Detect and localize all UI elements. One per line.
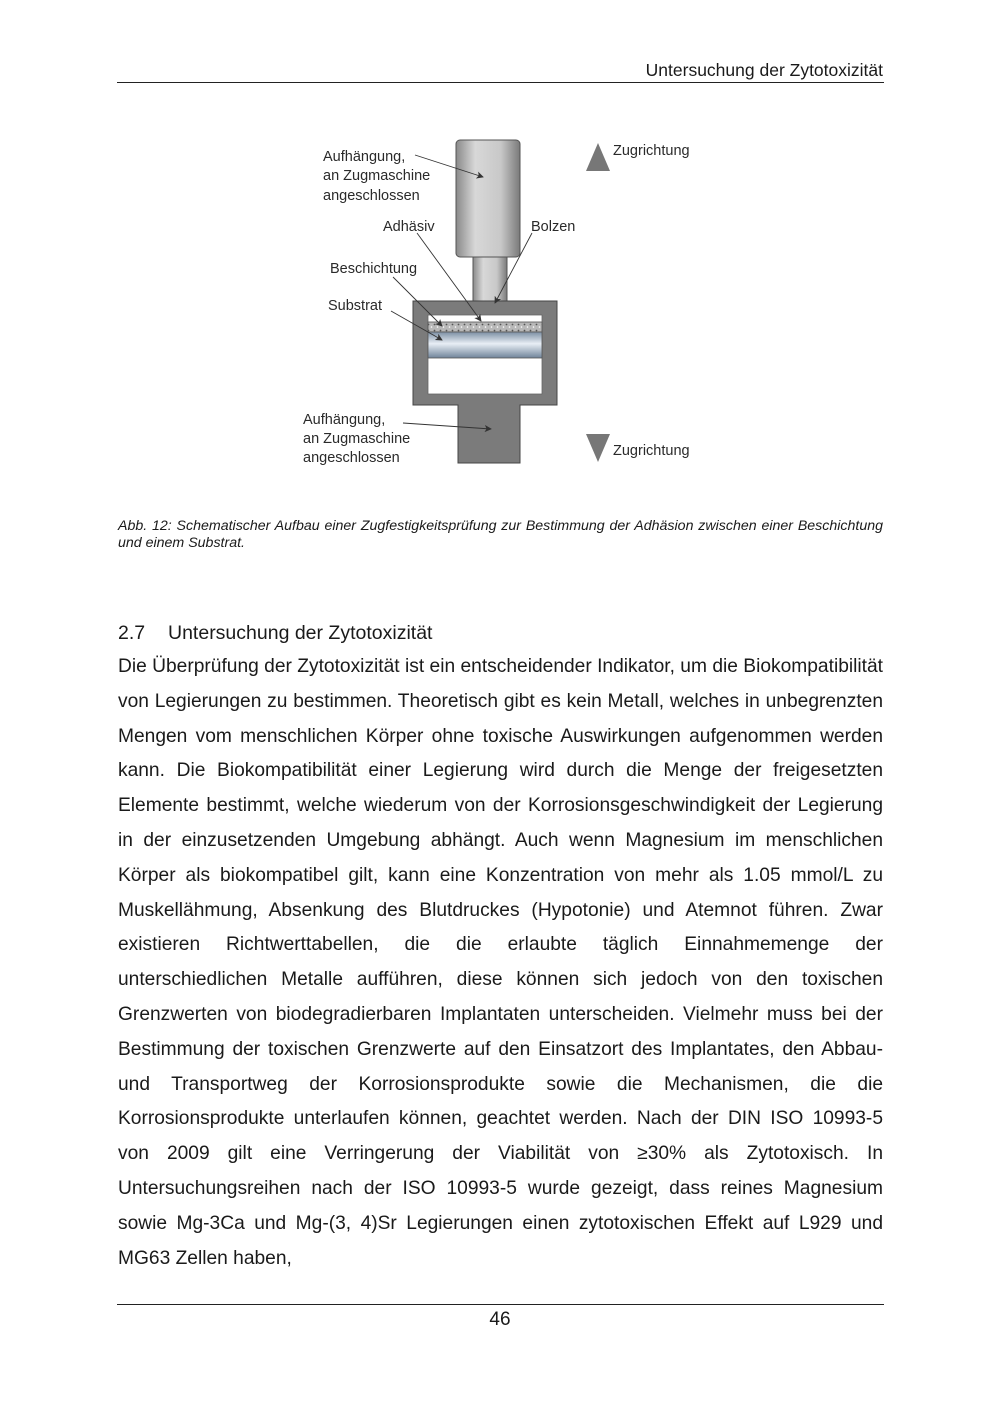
label-pull-direction-top: Zugrichtung (613, 143, 690, 159)
label-bolt: Bolzen (531, 219, 576, 235)
pull-direction-arrow (586, 143, 610, 462)
page-number: 46 (489, 1309, 511, 1330)
bolt-holder (456, 140, 520, 257)
label-pull-direction-bottom: Zugrichtung (613, 443, 690, 459)
label-suspension-bottom-3: angeschlossen (303, 450, 400, 466)
section-number: 2.7 (118, 622, 146, 644)
section-heading (118, 622, 432, 645)
figure-tensile-test (295, 125, 715, 475)
header-rule (117, 82, 884, 83)
running-head: Untersuchung der Zytotoxizität (645, 60, 883, 80)
label-suspension-top-3: angeschlossen (323, 188, 420, 204)
tensile-test-diagram (295, 125, 715, 475)
body-paragraph: Die Überprüfung der Zytotoxizität ist ein entscheidender Indikator, um die Biokompatibilität von Legierungen zu bestimmen. Theoretisch gibt es kein Metall, welches in unbegrenzten Mengen vom menschlichen Körper ohne toxische Auswirkungen aufgenommen werden kann. Die Biokompatibilität einer Legierung wird durch die Menge der freigesetzten Elemente bestimmt, welche wiederum von der Korrosionsgeschwindigkeit der Legierung in der einzusetzenden Umgebung abhängt. Auch wenn Magnesium im menschlichen Körper als biokompatibel gilt, kann eine Konzentration von mehr als 1.05 mmol/L zu Muskellähmung, Absenkung des Blutdruckes (Hypotonie) und Atemnot führen. Zwar existieren Richtwerttabellen, die die erlaubte täglich Einnahmemenge der unterschiedlichen Metalle aufführen, diese können sich jedoch von den toxischen Grenzwerten von biodegradierbaren Implantaten unterscheiden. Vielmehr muss bei der Bestimmung der toxischen Grenzwerte auf den Einsatzort des Implantates, den Abbau- und Transportweg der Korrosionsprodukte sowie die Mechanismen, die die Korrosionsprodukte unterlaufen können, geachtet werden. Nach der DIN ISO 10993-5 von 2009 gilt eine Verringerung der Viabilität von ≥30% als Zytotoxisch. In Untersuchungsreihen nach der ISO 10993-5 wurde gezeigt, dass reines Magnesium sowie Mg-3Ca und Mg-(3, 4)Sr Legierungen einen zytotoxischen Effekt auf L929 und MG63 Zellen haben, (118, 656, 883, 1269)
substrate-layer (428, 332, 542, 358)
label-coating: Beschichtung (330, 261, 418, 277)
label-suspension-top-2: an Zugmaschine (323, 168, 431, 184)
figure-caption: Abb. 12: Schematischer Aufbau einer Zugfestigkeitsprüfung zur Bestimmung der Adhäsion zwischen einer Beschichtung und einem Substrat. (118, 518, 883, 551)
coating-layer (428, 322, 542, 332)
section-title: Untersuchung der Zytotoxizität (168, 622, 433, 644)
label-adhesive: Adhäsiv (383, 219, 435, 235)
footer-rule (117, 1304, 884, 1305)
label-suspension-bottom-1: Aufhängung, (303, 412, 386, 428)
label-substrate: Substrat (328, 298, 382, 314)
label-suspension-top-1: Aufhängung, (323, 149, 406, 165)
label-suspension-bottom-2: an Zugmaschine (303, 431, 411, 447)
